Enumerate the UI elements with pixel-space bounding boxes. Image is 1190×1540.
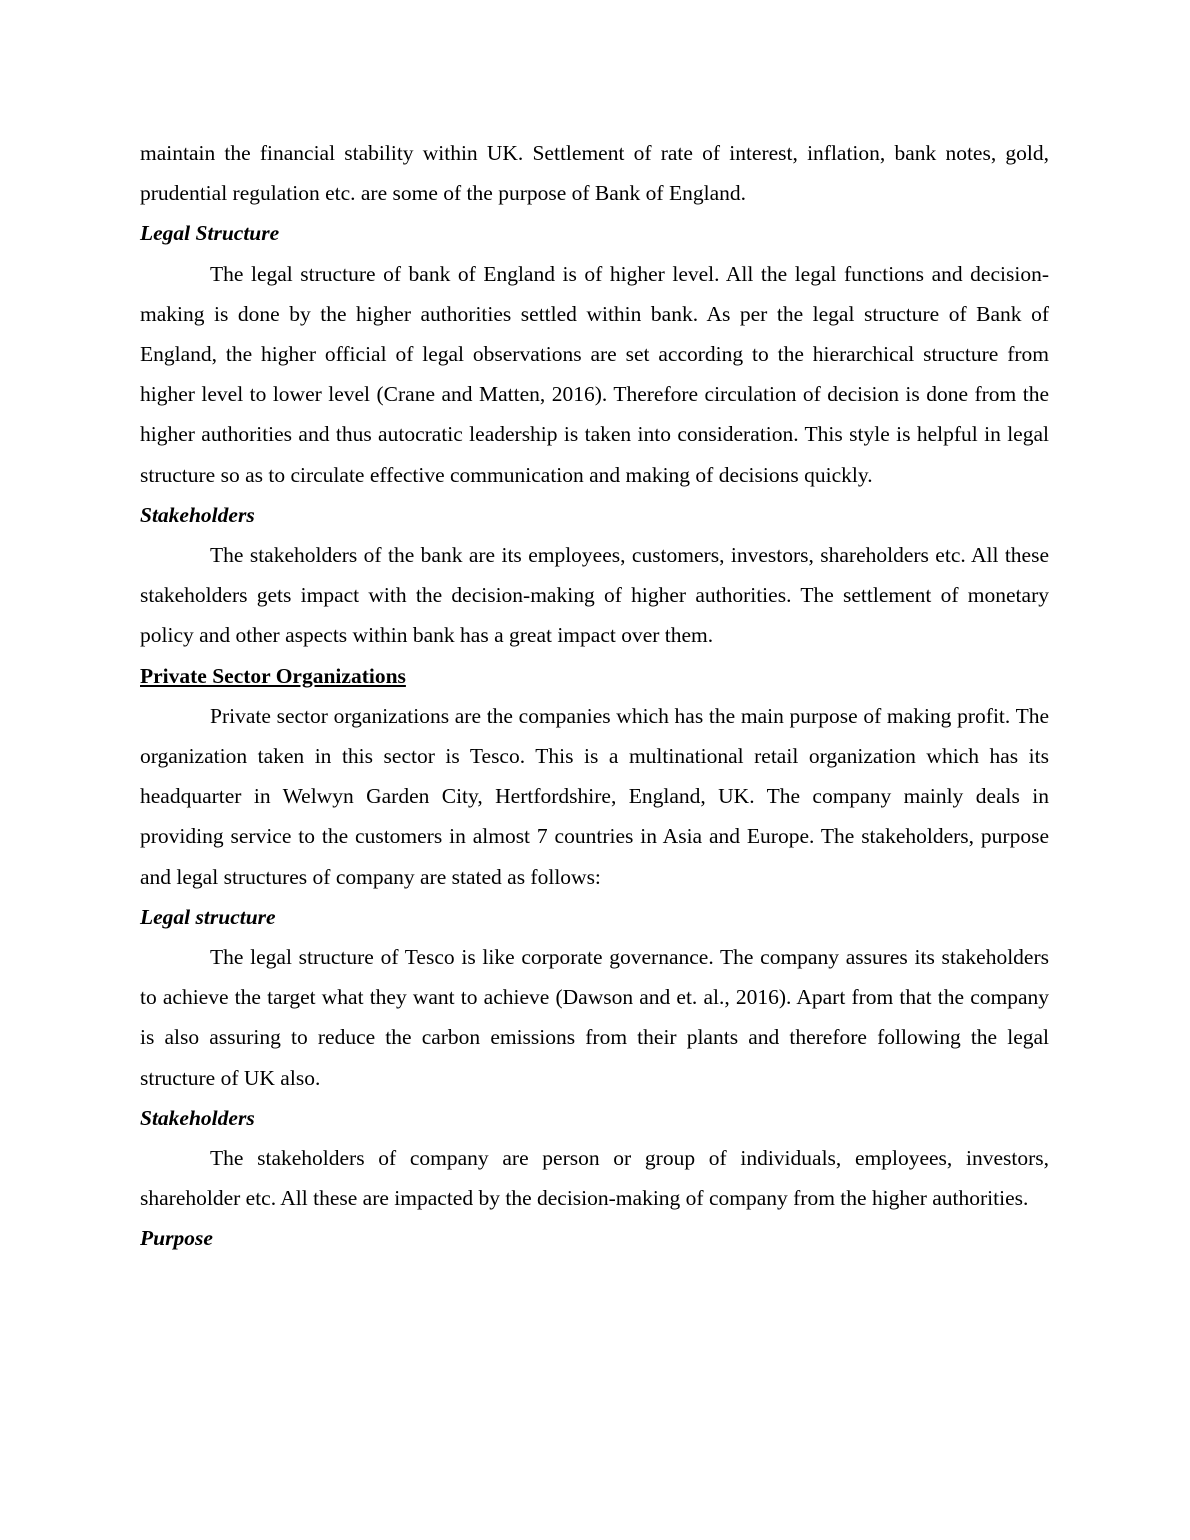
private-sector-heading: Private Sector Organizations [140,663,406,688]
tesco-stakeholders-heading: Stakeholders [140,1105,255,1130]
boe-legal-structure-heading: Legal Structure [140,221,280,246]
private-sector-paragraph: Private sector organizations are the companies which has the main purpose of making profit. The organization taken in this sector is Tesco. This is a multinational retail organization which has its headquarter in Welwyn Garden City, Hertfordshire, England, UK. The company mainly deals in providing service to the customers in almost 7 countries in Asia and Europe. The stakeholders, purpose and legal structures of company are stated as follows: [140,703,1049,889]
tesco-legal-structure-heading: Legal structure [140,904,276,929]
boe-stakeholders-paragraph: The stakeholders of the bank are its employees, customers, investors, shareholders etc. All these stakeholders gets impact with the decision-making of higher authorities. The settlement of monetary policy and other aspects within bank has a great impact over them. [140,543,1049,648]
tesco-purpose-heading: Purpose [140,1226,213,1251]
document-page [140,133,1049,1259]
boe-legal-structure-paragraph: The legal structure of bank of England is of higher level. All the legal functions and decision-making is done by the higher authorities settled within bank. As per the legal structure of Bank of England, the higher official of legal observations are set according to the hierarchical structure from higher level to lower level (Crane and Matten, 2016). Therefore circulation of decision is done from the higher authorities and thus autocratic leadership is taken into consideration. This style is helpful in legal structure so as to circulate effective communication and making of decisions quickly. [140,261,1049,487]
tesco-stakeholders-paragraph: The stakeholders of company are person or group of individuals, employees, investors, shareholder etc. All these are impacted by the decision-making of company from the higher authorities. [140,1146,1049,1211]
intro-paragraph: maintain the financial stability within UK. Settlement of rate of interest, inflation, bank notes, gold, prudential regulation etc. are some of the purpose of Bank of England. [140,141,1049,206]
boe-stakeholders-heading: Stakeholders [140,502,255,527]
tesco-legal-structure-paragraph: The legal structure of Tesco is like corporate governance. The company assures its stakeholders to achieve the target what they want to achieve (Dawson and et. al., 2016). Apart from that the company is also assuring to reduce the carbon emissions from their plants and therefore following the legal structure of UK also. [140,945,1049,1090]
